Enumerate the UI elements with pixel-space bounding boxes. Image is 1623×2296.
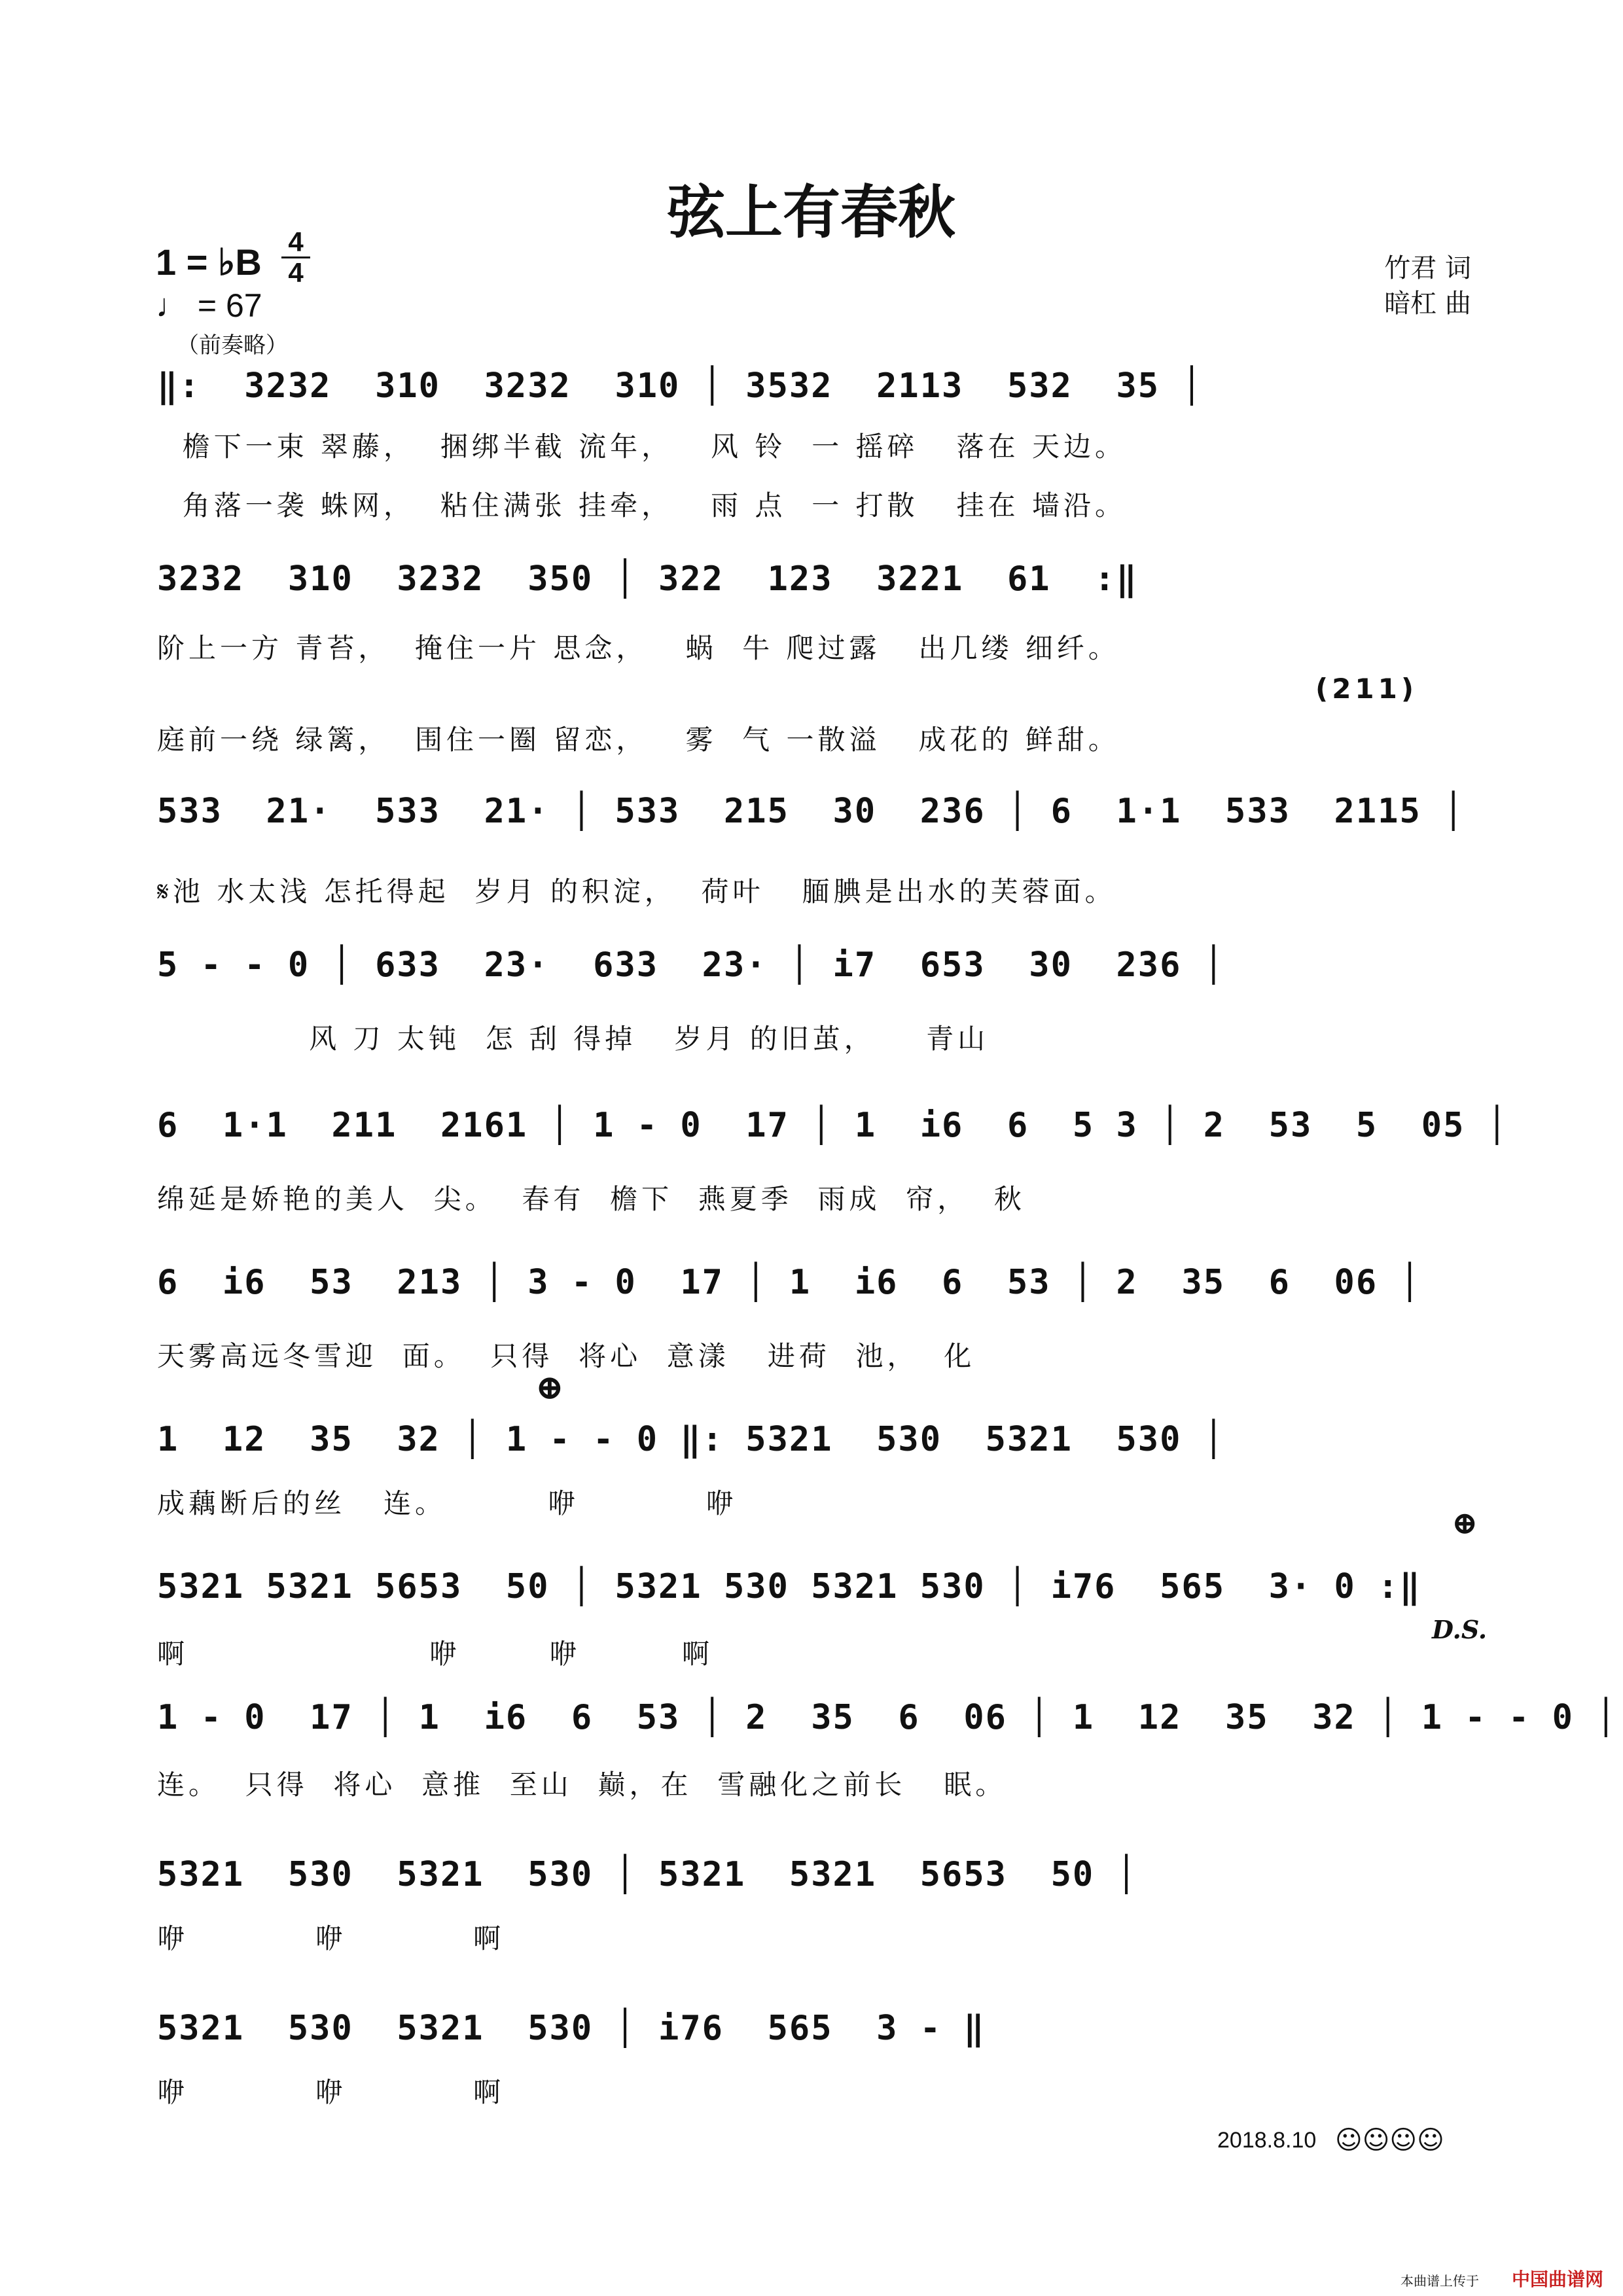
dal-segno-mark: D.S. bbox=[1432, 1615, 1488, 1644]
page-title: 弦上有春秋 bbox=[667, 178, 955, 246]
score-row-1-notes: ‖: 3232 310 3232 310 │ 3532 2113 532 35 │ bbox=[157, 366, 1204, 406]
score-row-9-lyric: 连。 只得 将心 意推 至山 巅，在 雪融化之前长 眠。 bbox=[157, 1769, 1007, 1801]
composer-credit: 暗杠 曲 bbox=[1384, 289, 1471, 319]
score-row-1-lyric-verse-2: 角落一袭 蛛网， 粘住满张 挂牵， 雨 点 一 打散 挂在 墙沿。 bbox=[157, 489, 1126, 521]
intro-note: （前奏略） bbox=[177, 332, 288, 359]
time-signature-bottom: 4 bbox=[288, 257, 304, 288]
time-signature bbox=[281, 226, 310, 288]
score-row-2-alternate-notes: (211) bbox=[1315, 673, 1418, 705]
score-row-8-notes: 5321 5321 5653 50 │ 5321 530 5321 530 │ i76 565 3· 0 :‖ bbox=[157, 1567, 1421, 1606]
score-row-9-notes: 1 - 0 17 │ 1 i6 6 53 │ 2 35 6 06 │ 1 12 35 32 │ 1 - - 0 │ bbox=[157, 1698, 1618, 1737]
upload-note: 本曲谱上传于 bbox=[1400, 2273, 1479, 2289]
score-row-6-notes: 6 i6 53 213 │ 3 - 0 17 │ 1 i6 6 53 │ 2 35 6 06 │ bbox=[157, 1263, 1421, 1302]
score-row-7-lyric: 成藕断后的丝 连。 咿 咿 bbox=[157, 1487, 738, 1519]
score-row-5-notes: 6 1·1 211 2161 │ 1 - 0 17 │ 1 i6 6 5 3 │ 2 53 5 05 │ bbox=[157, 1106, 1509, 1145]
score-row-2-notes: 3232 310 3232 350 │ 322 123 3221 61 :‖ bbox=[157, 559, 1138, 599]
tempo-marking: ♩ = 67 bbox=[156, 287, 262, 324]
score-row-3-notes: 533 21· 533 21· │ 533 215 30 236 │ 6 1·1 533 2115 │ bbox=[157, 792, 1465, 831]
score-row-7-notes: 1 12 35 32 │ 1 - - 0 ‖: 5321 530 5321 530 │ bbox=[157, 1420, 1226, 1459]
score-row-6-lyric: 天雾高远冬雪迎 面。 只得 将心 意漾 进荷 池， 化 bbox=[157, 1340, 976, 1372]
key-signature: 1 = ♭B bbox=[156, 241, 262, 283]
coda-symbol: ⊕ bbox=[535, 1368, 564, 1407]
score-row-11-notes: 5321 530 5321 530 │ i76 565 3 - ‖ bbox=[157, 2009, 986, 2048]
score-row-3-lyric: 𝄋池 水太浅 怎托得起 岁月 的积淀， 荷叶 腼腆是出水的芙蓉面。 bbox=[157, 875, 1116, 908]
emoji-faces-icon: ☺☺☺☺ bbox=[1335, 2125, 1444, 2155]
score-row-2-lyric-verse-2: 庭前一绕 绿篱， 围住一圈 留恋， 雾 气 一散溢 成花的 鲜甜。 bbox=[157, 724, 1120, 756]
score-row-4-lyric: 风 刀 太钝 怎 刮 得掉 岁月 的旧茧， 青山 bbox=[157, 1023, 990, 1055]
score-row-5-lyric: 绵延是娇艳的美人 尖。 春有 檐下 燕夏季 雨成 帘， 秋 bbox=[157, 1183, 1026, 1215]
coda-symbol-2: ⊕ bbox=[1452, 1505, 1478, 1542]
score-row-11-lyric: 咿 咿 啊 bbox=[157, 2076, 505, 2108]
score-row-4-notes: 5 - - 0 │ 633 23· 633 23· │ i7 653 30 236 │ bbox=[157, 945, 1226, 985]
score-row-2-lyric-verse-1: 阶上一方 青苔， 掩住一片 思念， 蜗 牛 爬过露 出几缕 细纤。 bbox=[157, 632, 1120, 664]
score-row-10-lyric: 咿 咿 啊 bbox=[157, 1922, 505, 1954]
lyricist-credit: 竹君 词 bbox=[1384, 253, 1471, 283]
score-row-8-lyric: 啊 咿 咿 啊 bbox=[157, 1638, 713, 1670]
footer-date: 2018.8.10 bbox=[1217, 2128, 1317, 2153]
score-row-10-notes: 5321 530 5321 530 │ 5321 5321 5653 50 │ bbox=[157, 1855, 1138, 1894]
score-row-1-lyric-verse-1: 檐下一束 翠藤， 捆绑半截 流年， 风 铃 一 摇碎 落在 天边。 bbox=[157, 431, 1126, 463]
site-brand-logo[interactable]: 中国曲谱网 bbox=[1512, 2269, 1604, 2290]
time-signature-top: 4 bbox=[288, 226, 304, 257]
